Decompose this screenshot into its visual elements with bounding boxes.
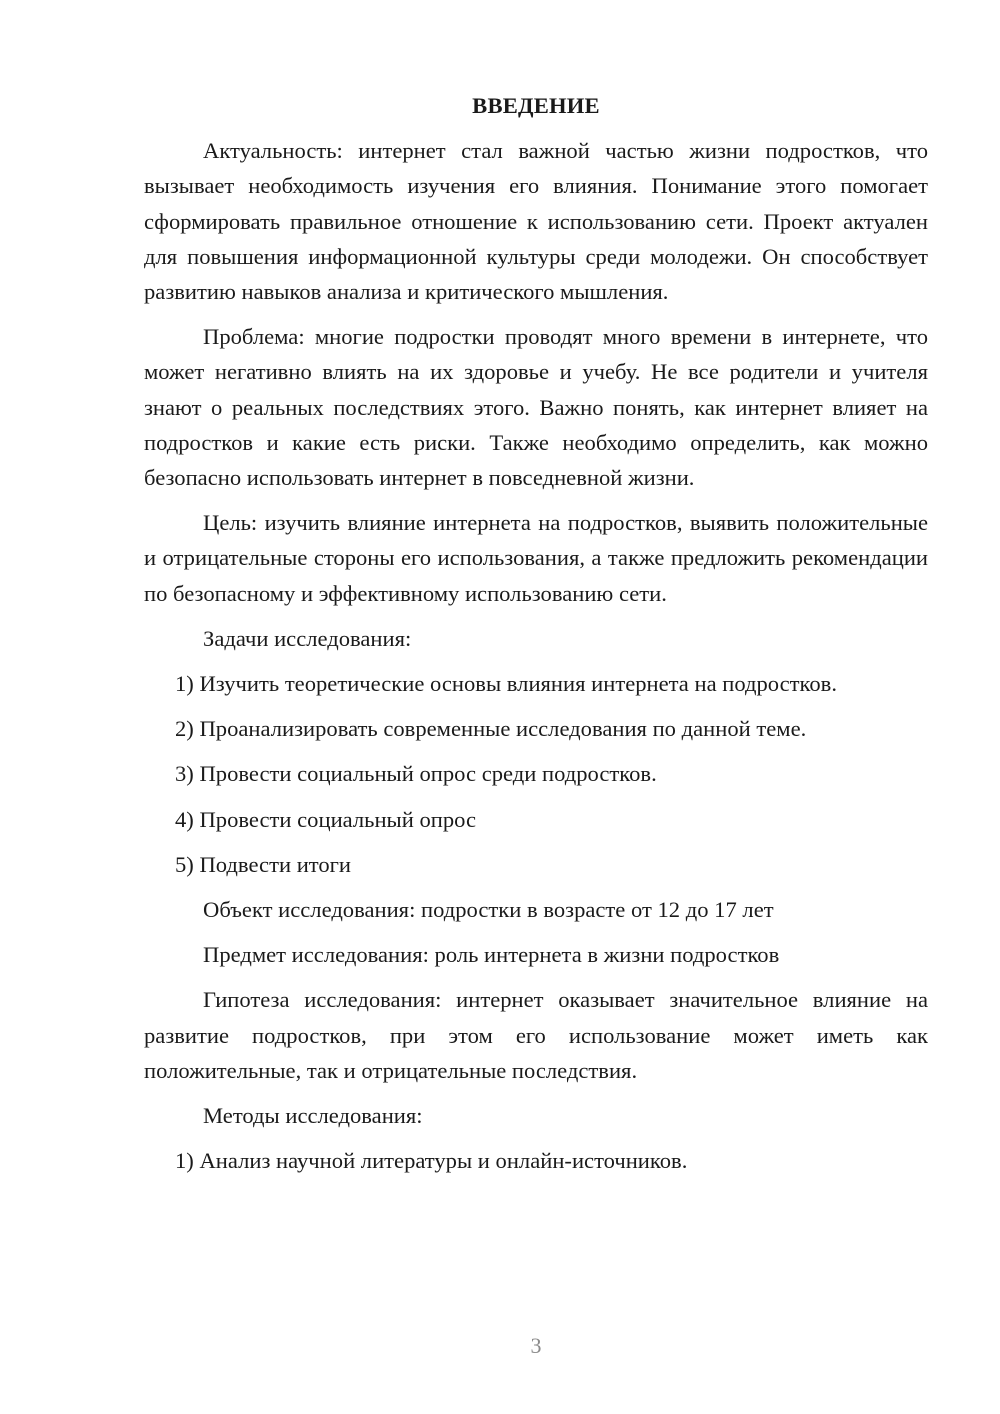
task-item: 5) Подвести итоги <box>175 851 352 877</box>
task-item: 4) Провести социальный опрос <box>175 806 477 832</box>
page-number: 3 <box>530 1333 542 1358</box>
page-content <box>144 88 928 1188</box>
method-item: 1) Анализ научной литературы и онлайн-источников. <box>175 1148 688 1174</box>
problem-paragraph: Проблема: многие подростки проводят много времени в интернете, что может негативно влиять на их здоровье и учебу. Не все родители и учителя знают о реальных последствиях этого. Важно понять, как интернет влияет на подростков и какие есть риски. Также необходимо определить, как можно безопасно использовать интернет в повседневной жизни. <box>144 324 928 491</box>
hypothesis-paragraph: Гипотеза исследования: интернет оказывает значительное влияние на развитие подростков, при этом его использование может иметь как положительные, так и отрицательные последствия. <box>144 987 928 1083</box>
task-item: 2) Проанализировать современные исследования по данной теме. <box>175 716 807 742</box>
methods-heading: Методы исследования: <box>203 1103 423 1129</box>
goal-paragraph: Цель: изучить влияние интернета на подростков, выявить положительные и отрицательные стороны его использования, а также предложить рекомендации по безопасному и эффективному использованию сети. <box>144 510 928 606</box>
relevance-paragraph: Актуальность: интернет стал важной частью жизни подростков, что вызывает необходимость изучения его влияния. Понимание этого помогает сформировать правильное отношение к использованию сети. Проект актуален для повышения информационной культуры среди молодежи. Он способствует развитию навыков анализа и критического мышления. <box>144 138 928 305</box>
research-subject: Предмет исследования: роль интернета в жизни подростков <box>203 942 780 968</box>
task-item: 1) Изучить теоретические основы влияния интернета на подростков. <box>175 671 837 697</box>
task-item: 3) Провести социальный опрос среди подростков. <box>175 761 657 787</box>
research-object: Объект исследования: подростки в возрасте от 12 до 17 лет <box>203 897 774 923</box>
tasks-heading: Задачи исследования: <box>203 625 412 651</box>
page-title: ВВЕДЕНИЕ <box>472 93 600 118</box>
